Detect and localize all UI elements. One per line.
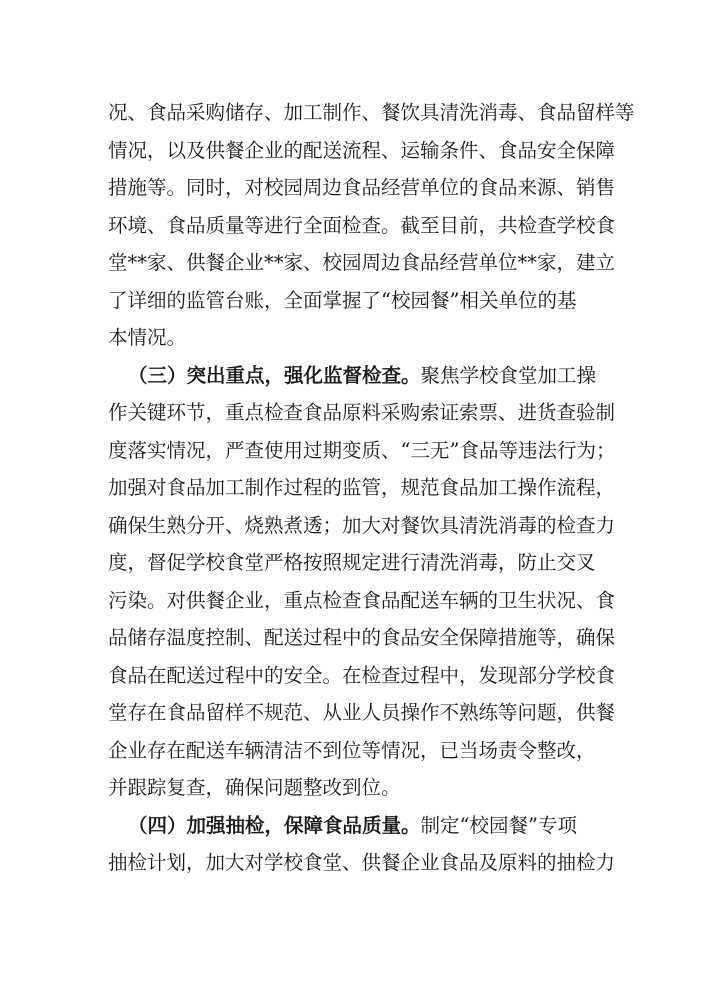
body-text-line: 加强对食品加工制作过程的监管，规范食品加工操作流程， bbox=[108, 476, 616, 499]
body-text-line: 环境、食品质量等进行全面检查。截至目前，共检查学校食 bbox=[108, 214, 616, 237]
body-text-line: 度，督促学校食堂严格按照规定进行清洗消毒，防止交叉 bbox=[108, 551, 596, 574]
body-text-inline: 制定“校园餐”专项 bbox=[420, 814, 577, 837]
body-text-line: 作关键环节，重点检查食品原料采购索证索票、进货查验制 bbox=[108, 401, 616, 424]
body-text-line: 品储存温度控制、配送过程中的食品安全保障措施等，确保 bbox=[108, 626, 616, 649]
body-text-line: 确保生熟分开、烧熟煮透；加大对餐饮具清洗消毒的检查力 bbox=[108, 514, 616, 537]
section-heading-line bbox=[128, 364, 596, 388]
body-text-line: 食品在配送过程中的安全。在检查过程中，发现部分学校食 bbox=[108, 664, 616, 687]
body-text-line: 并跟踪复查，确保问题整改到位。 bbox=[108, 776, 401, 799]
body-text-inline: 聚焦学校食堂加工操 bbox=[420, 364, 597, 387]
body-text-line: 情况，以及供餐企业的配送流程、运输条件、食品安全保障 bbox=[108, 139, 616, 162]
section-heading: （四）加强抽检，保障食品质量。 bbox=[128, 814, 421, 837]
body-text-line: 企业存在配送车辆清洁不到位等情况，已当场责令整改， bbox=[108, 739, 596, 762]
body-text-line: 堂**家、供餐企业**家、校园周边食品经营单位**家，建立 bbox=[108, 251, 616, 274]
body-text-line: 堂存在食品留样不规范、从业人员操作不熟练等问题，供餐 bbox=[108, 701, 616, 724]
body-text-line: 本情况。 bbox=[108, 326, 187, 349]
body-text-line: 污染。对供餐企业，重点检查食品配送车辆的卫生状况、食 bbox=[108, 589, 616, 612]
body-text-line: 况、食品采购储存、加工制作、餐饮具清洗消毒、食品留样等 bbox=[108, 101, 635, 124]
section-heading: （三）突出重点，强化监督检查。 bbox=[128, 364, 421, 387]
section-heading-line bbox=[128, 814, 577, 838]
body-text-line: 了详细的监管台账，全面掌握了“校园餐”相关单位的基 bbox=[108, 289, 577, 312]
body-text-line: 抽检计划，加大对学校食堂、供餐企业食品及原料的抽检力 bbox=[108, 851, 616, 874]
body-text-line: 度落实情况，严查使用过期变质、“三无”食品等违法行为； bbox=[108, 439, 616, 462]
body-text-line: 措施等。同时，对校园周边食品经营单位的食品来源、销售 bbox=[108, 176, 616, 199]
